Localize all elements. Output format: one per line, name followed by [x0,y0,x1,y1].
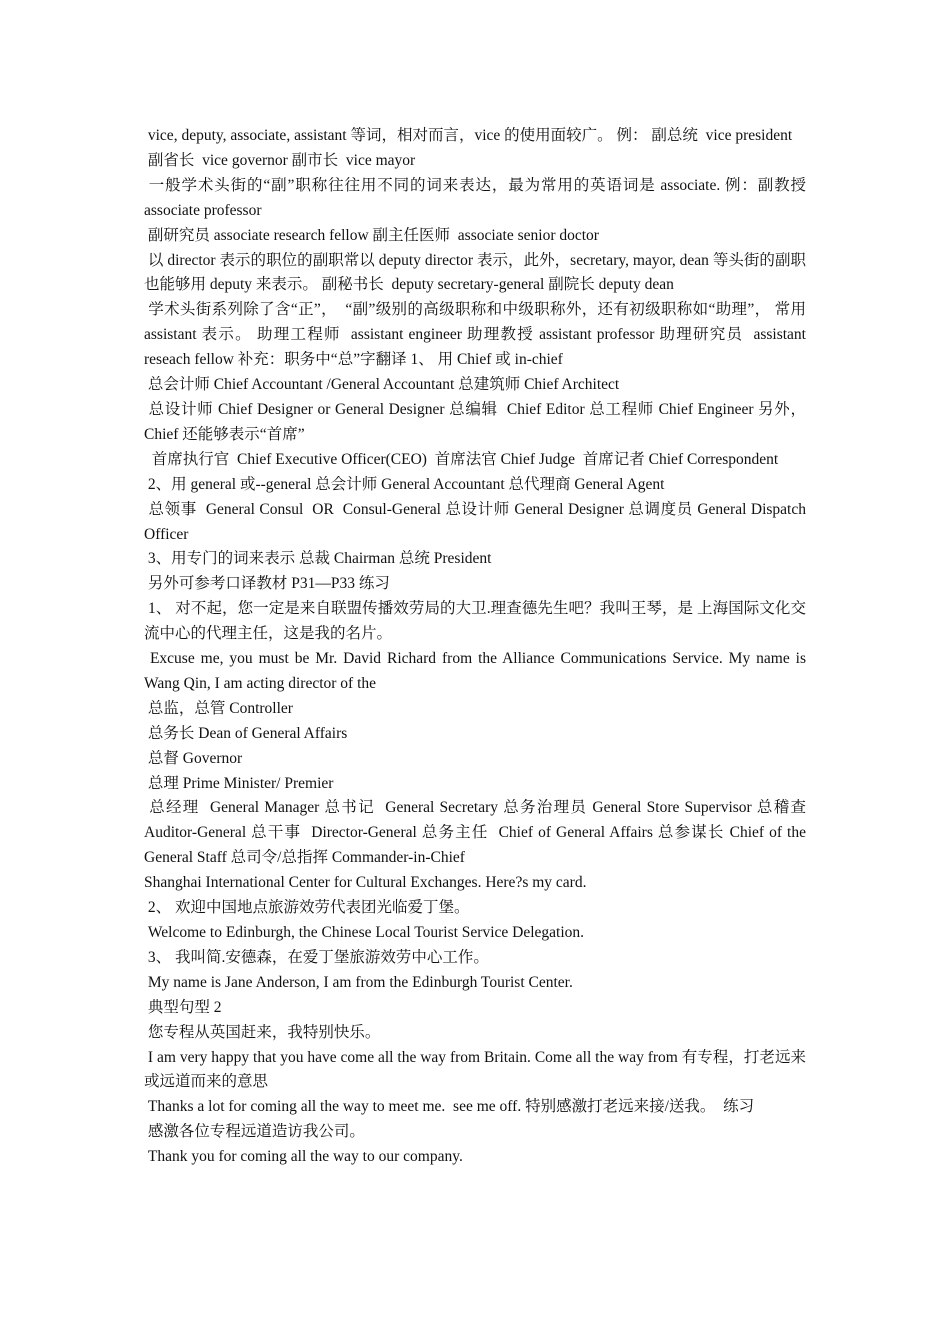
paragraph: Thank you for coming all the way to our company. [144,1148,463,1166]
paragraph: I am very happy that you have come all the way from Britain. Come all the way from 有专程，打老远来或远道而来的意思 [144,1048,806,1091]
paragraph: My name is Jane Anderson, I am from the Edinburgh Tourist Center. [144,973,573,991]
paragraph: Excuse me, you must be Mr. David Richard from the Alliance Communications Service. My name is Wang Qin, I am acting director of the [144,650,810,692]
paragraph: 总经理 General Manager 总书记 General Secretary 总务治理员 General Store Supervisor 总稽查 Auditor-General 总干事 Director-General 总务主任 Chief of General Affairs 总参谋长 Chief of the General Staff 总司令/总指挥 Commander-in-Chief [144,799,814,867]
paragraph: Shanghai International Center for Cultural Exchanges. Here?s my card. [144,874,587,892]
paragraph: 2、用 general 或--general 总会计师 General Accountant 总代理商 General Agent [144,475,665,493]
paragraph: Thanks a lot for coming all the way to meet me. see me off. 特别感激打老远来接/送我。 练习 [144,1098,755,1116]
paragraph: Welcome to Edinburgh, the Chinese Local Tourist Service Delegation. [144,924,585,941]
paragraph: 总务长 Dean of General Affairs [144,724,348,742]
paragraph: 3、 我叫简.安德森，在爱丁堡旅游效劳中心工作。 [144,948,489,966]
paragraph: 总设计师 Chief Designer or General Designer 总编辑 Chief Editor 总工程师 Chief Engineer 另外，Chief 还能够表示“首席” [144,400,806,443]
paragraph: 您专程从英国赶来，我特别快乐。 [144,1023,381,1041]
paragraph: vice, deputy, associate, assistant 等词，相对而言，vice 的使用面较广。 例： 副总统 vice president [144,127,793,144]
paragraph: 总会计师 Chief Accountant /General Accountant 总建筑师 Chief Architect [144,376,620,394]
paragraph: 1、 对不起，您一定是来自联盟传播效劳局的大卫.理查德先生吧？我叫王琴，是 上海国际文化交流中心的代理主任，这是我的名片。 [144,600,806,643]
paragraph: 副研究员 associate research fellow 副主任医师 associate senior doctor [144,226,599,244]
paragraph: 总领事 General Consul OR Consul-General 总设计师 General Designer 总调度员 General Dispatch Officer [144,500,810,543]
paragraph: 感激各位专程远道造访我公司。 [144,1123,365,1141]
document-body [144,124,814,1170]
paragraph: 以 director 表示的职位的副职常以 deputy director 表示，此外，secretary, mayor, dean 等头街的副职也能够用 deputy 来表示。 副秘书长 deputy secretary-general 副院长 deputy dean [144,251,806,294]
paragraph: 副省长 vice governor 副市长 vice mayor [144,151,416,169]
paragraph: 2、 欢迎中国地点旅游效劳代表团光临爱丁堡。 [144,899,470,917]
paragraph: 典型句型 2 [144,998,222,1016]
paragraph: 学术头街系列除了含“正”， “副”级别的高级职称和中级职称外，还有初级职称如“助理”， 常用 assistant 表示。 助理工程师 assistant engineer 助理教授 assistant professor 助理研究员 assistant reseach fellow 补充：职务中“总”字翻译 1、 用 Chief 或 in-chief [144,301,810,369]
paragraph: 总监，总管 Controller [144,699,293,717]
paragraph: 总理 Prime Minister/ Premier [144,774,334,792]
paragraph: 首席执行官 Chief Executive Officer(CEO) 首席法官 Chief Judge 首席记者 Chief Correspondent [144,450,779,468]
paragraph: 另外可参考口译教材 P31—P33 练习 [144,575,390,593]
paragraph: 一般学术头街的“副”职称往往用不同的词来表达，最为常用的英语词是 associate. 例：副教授 associate professor [144,176,810,219]
paragraph: 3、用专门的词来表示 总裁 Chairman 总统 President [144,550,492,568]
paragraph: 总督 Governor [144,749,243,767]
